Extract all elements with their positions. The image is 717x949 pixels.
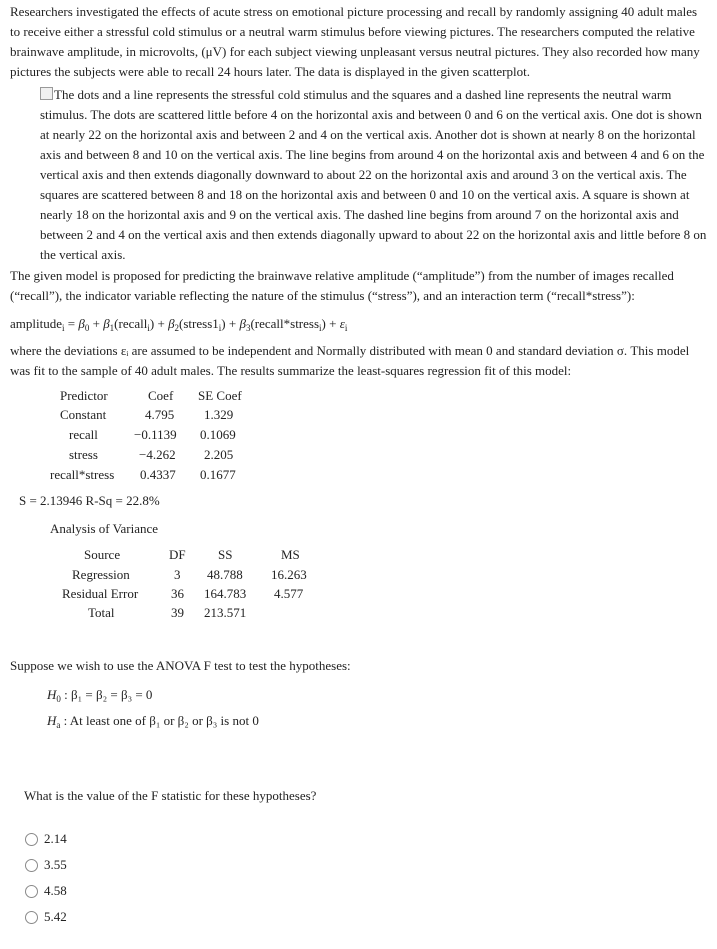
radio-button[interactable] <box>25 833 38 846</box>
plus: ) + <box>321 316 340 331</box>
row-constant-coef: 4.795 <box>145 407 175 422</box>
beta1: β <box>103 316 110 331</box>
alternative-hypothesis <box>47 713 259 729</box>
header-coef: Coef <box>148 388 174 403</box>
sub-i: i <box>344 323 348 333</box>
equals: = <box>64 316 79 331</box>
anova-total-label: Total <box>88 605 115 620</box>
sub-i: i <box>319 323 322 333</box>
row-stress-se: 2.205 <box>204 447 234 462</box>
model-equation <box>10 314 347 334</box>
row-constant-se: 1.329 <box>204 407 234 422</box>
choice-label: 4.58 <box>44 883 67 898</box>
row-interaction-coef: 0.4337 <box>140 467 176 482</box>
epsilon: ε <box>339 316 345 331</box>
h0-sub: 0 <box>56 694 61 704</box>
choice-option-2[interactable] <box>25 856 67 874</box>
anova-residual-ss: 164.783 <box>204 586 247 601</box>
radio-button[interactable] <box>25 911 38 924</box>
row-recall-se: 0.1069 <box>200 427 236 442</box>
anova-regression-ms: 16.263 <box>271 567 307 582</box>
broken-image-icon <box>40 87 53 100</box>
recall-term: (recall <box>114 316 148 331</box>
anova-regression-df: 3 <box>174 567 181 582</box>
anova-header-source: Source <box>84 547 121 562</box>
radio-button[interactable] <box>25 885 38 898</box>
header-se-coef: SE Coef <box>198 388 242 403</box>
choice-option-1[interactable] <box>25 830 67 848</box>
anova-residual-label: Residual Error <box>62 586 139 601</box>
scatterplot-alt-text <box>40 85 710 265</box>
choice-label: 3.55 <box>44 857 67 872</box>
model-intro-paragraph: The given model is proposed for predicting the brainwave relative amplitude (“amplitude”) from the number of images recalled (“recall”), the indicator variable reflecting the nature of the stimulus (“stress”), and an interaction term (“recall*stress”): <box>10 268 674 303</box>
sub-i: i <box>218 323 222 333</box>
row-recall-label: recall <box>69 427 98 442</box>
choice-option-4[interactable] <box>25 908 67 926</box>
anova-header-df: DF <box>169 547 186 562</box>
ha-sub: a <box>56 720 61 730</box>
anova-total-df: 39 <box>171 605 184 620</box>
anova-title: Analysis of Variance <box>50 521 159 536</box>
header-predictor: Predictor <box>60 388 108 403</box>
beta2: β <box>168 316 175 331</box>
row-interaction-label: recall*stress <box>50 467 115 482</box>
row-constant-label: Constant <box>60 407 107 422</box>
question-text: What is the value of the F statistic for these hypotheses? <box>24 788 317 803</box>
anova-header-ms: MS <box>281 547 300 562</box>
choice-label: 5.42 <box>44 909 67 924</box>
anova-regression-label: Regression <box>72 567 130 582</box>
plus: + <box>89 316 104 331</box>
h0-label: H <box>47 687 57 702</box>
sub-0: 0 <box>84 323 90 333</box>
ha-text: : At least one of β₁ or β₂ or β₃ is not 0 <box>60 713 259 728</box>
choice-label: 2.14 <box>44 831 67 846</box>
model-summary: S = 2.13946 R-Sq = 22.8% <box>19 493 160 508</box>
null-hypothesis <box>47 687 152 703</box>
interaction-term: (recall*stress <box>250 316 320 331</box>
row-stress-coef: −4.262 <box>139 447 176 462</box>
row-interaction-se: 0.1677 <box>200 467 236 482</box>
beta3: β <box>239 316 246 331</box>
stress-term: (stress1 <box>179 316 219 331</box>
row-stress-label: stress <box>69 447 98 462</box>
beta0: β <box>78 316 85 331</box>
hypotheses-intro: Suppose we wish to use the ANOVA F test to test the hypotheses: <box>10 658 351 673</box>
sub-i: i <box>147 323 150 333</box>
scatterplot-description: The dots and a line represents the stressful cold stimulus and the squares and a dashed line represents the neutral warm stimulus. The dots are scattered little before 4 on the horizontal axis and between 0 and 6 on the vertical axis. One dot is shown at nearly 22 on the horizontal axis and between 2 and 4 on the vertical axis. Another dot is shown at nearly 8 on the horizontal axis and between 8 and 10 on the vertical axis. The line begins from around 4 on the horizontal axis and between 4 and 6 on the vertical axis and then extends diagonally downward to about 22 on the horizontal axis and around 3 on the vertical axis. The squares are scattered between 8 and 18 on the horizontal axis and between 0 and 10 on the vertical axis. A square is shown at nearly 18 on the horizontal axis and 9 on the vertical axis. The dashed line begins from around 7 on the horizontal axis and between 2 and 4 on the vertical axis and then extends diagonally upward to about 22 on the horizontal axis and little before 8 on the vertical axis. <box>40 87 707 262</box>
anova-residual-ms: 4.577 <box>274 586 304 601</box>
sub-2: 2 <box>174 323 180 333</box>
deviations-paragraph: where the deviations εᵢ are assumed to be independent and Normally distributed with mean 0 and standard deviation σ. This model was fit to the sample of 40 adult males. The results summarize the least-squares regression fit of this model: <box>10 343 690 378</box>
sub-1: 1 <box>109 323 115 333</box>
h0-text: : β₁ = β₂ = β₃ = 0 <box>60 687 153 702</box>
intro-paragraph: Researchers investigated the effects of acute stress on emotional picture processing and recall by randomly assigning 40 adult males to receive either a stressful cold stimulus or a neutral warm stimulus before viewing pictures. The researchers computed the relative brainwave amplitude, in microvolts, (μV) for each subject viewing unpleasant versus neutral pictures. They also recorded how many pictures the subjects were able to recall 24 hours later. The data is displayed in the given scatterplot. <box>10 4 700 79</box>
radio-button[interactable] <box>25 859 38 872</box>
sub-i: i <box>62 323 65 333</box>
sub-3: 3 <box>245 323 251 333</box>
anova-total-ss: 213.571 <box>204 605 247 620</box>
anova-regression-ss: 48.788 <box>207 567 243 582</box>
plus: ) + <box>149 316 169 331</box>
anova-residual-df: 36 <box>171 586 184 601</box>
choice-option-3[interactable] <box>25 882 67 900</box>
ha-label: H <box>47 713 57 728</box>
anova-header-ss: SS <box>218 547 233 562</box>
row-recall-coef: −0.1139 <box>134 427 177 442</box>
equation-lhs: amplitude <box>10 316 62 331</box>
plus: ) + <box>221 316 240 331</box>
